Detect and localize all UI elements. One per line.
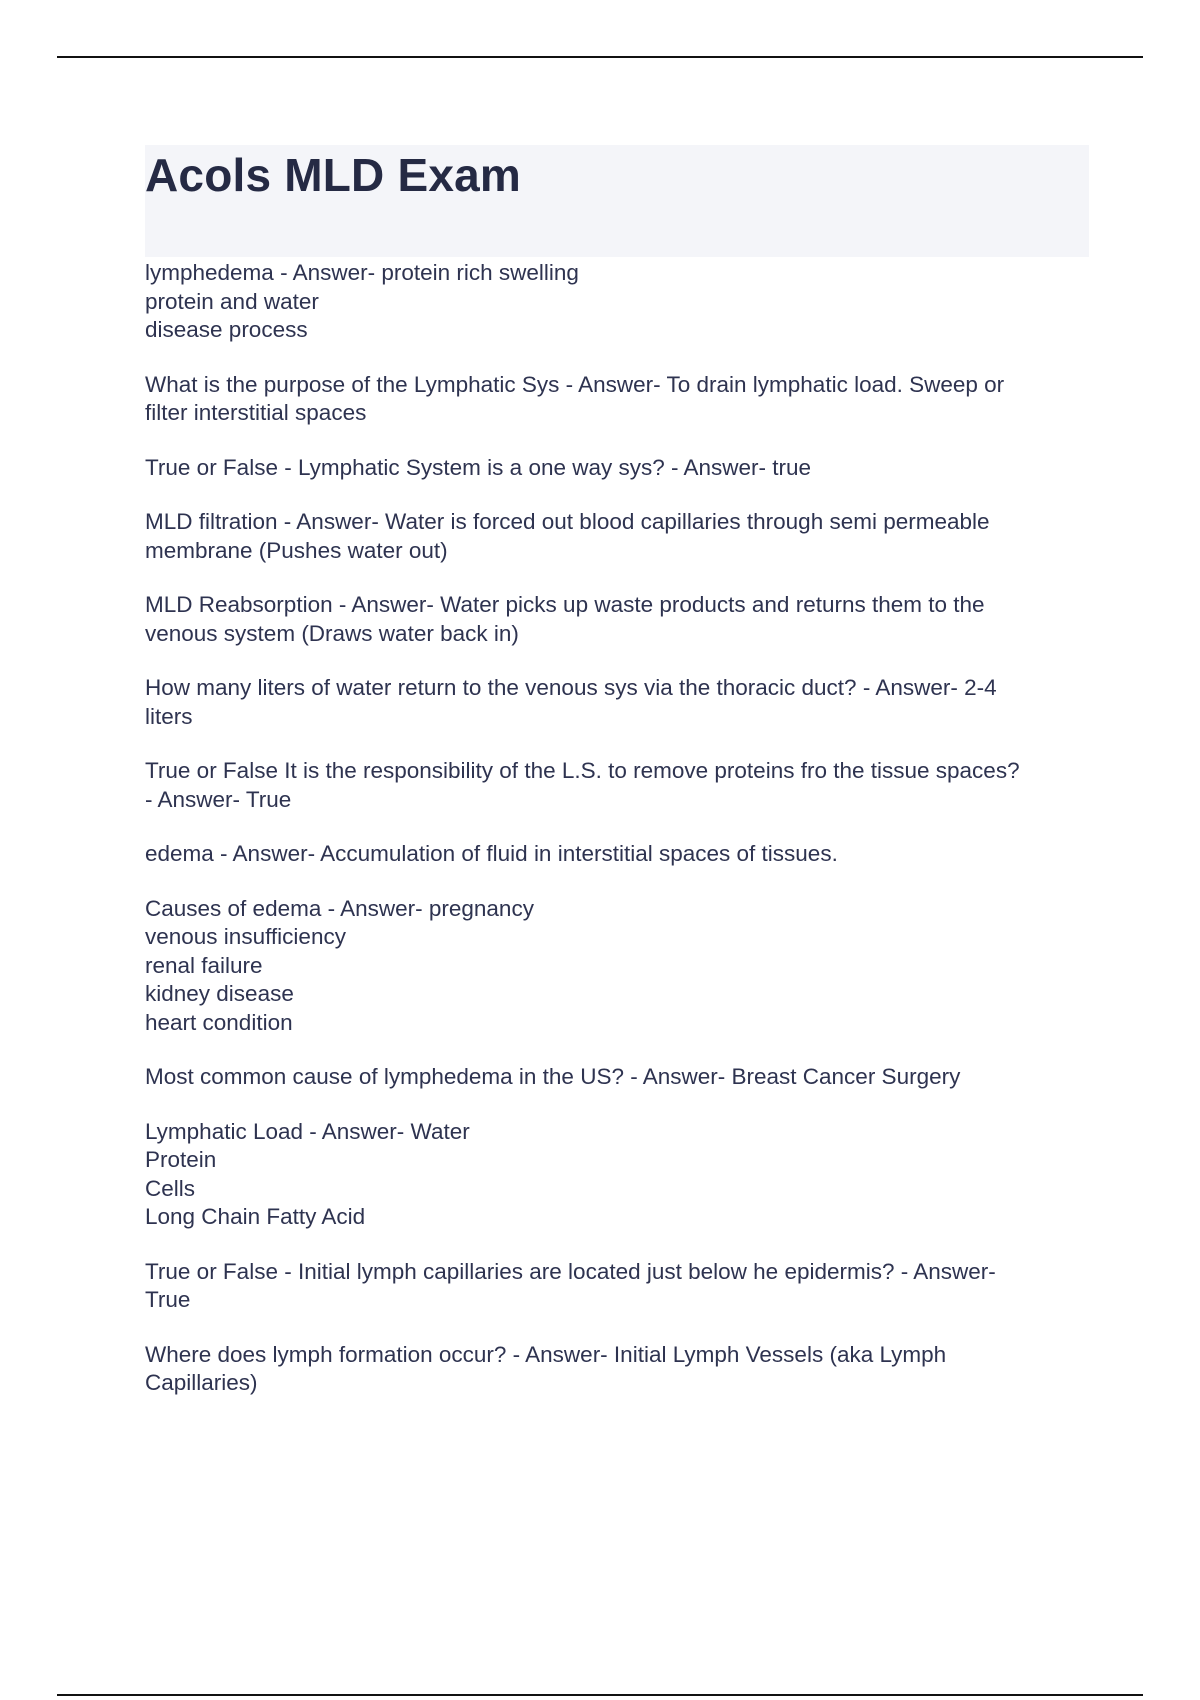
entry-line: venous insufficiency	[145, 924, 346, 949]
entry-line: What is the purpose of the Lymphatic Sys - Answer- To drain lymphatic load. Sweep or	[145, 371, 1005, 397]
entry-line: How many liters of water return to the venous sys via the thoracic duct? - Answer- 2-4	[145, 675, 997, 700]
qa-entry	[145, 840, 1089, 869]
title-band	[145, 145, 1089, 257]
qa-entry	[145, 1341, 1089, 1398]
entry-line: kidney disease	[145, 981, 294, 1006]
entry-line: MLD Reabsorption - Answer- Water picks up waste products and returns them to the	[145, 592, 985, 617]
qa-entry	[145, 757, 1089, 814]
entry-line: liters	[145, 703, 193, 729]
entry-line: MLD filtration - Answer- Water is forced out blood capillaries through semi permeable	[145, 509, 990, 534]
entry-line: Long Chain Fatty Acid	[145, 1204, 366, 1229]
entry-line: lymphedema - Answer- protein rich swelling	[145, 260, 579, 285]
qa-entry	[145, 259, 1089, 345]
qa-entry	[145, 1063, 1089, 1092]
qa-entry	[145, 508, 1089, 565]
entry-line: disease process	[145, 317, 308, 342]
entry-line: Protein	[145, 1147, 217, 1172]
qa-entry	[145, 371, 1089, 428]
qa-list	[145, 259, 1089, 1398]
entry-line: heart condition	[145, 1009, 293, 1035]
footer-rule	[57, 1694, 1143, 1696]
entry-line: protein and water	[145, 288, 319, 314]
entry-line: - Answer- True	[145, 786, 292, 812]
entry-line: True or False - Initial lymph capillaries are located just below he epidermis? - Answer-	[145, 1258, 996, 1284]
page-title: Acols MLD Exam	[145, 149, 522, 201]
entry-line: Where does lymph formation occur? - Answer- Initial Lymph Vessels (aka Lymph	[145, 1341, 947, 1367]
entry-line: filter interstitial spaces	[145, 400, 367, 425]
entry-line: Most common cause of lymphedema in the US? - Answer- Breast Cancer Surgery	[145, 1064, 961, 1089]
entry-line: edema - Answer- Accumulation of fluid in interstitial spaces of tissues.	[145, 841, 838, 866]
qa-entry	[145, 1118, 1089, 1232]
entry-line: True	[145, 1287, 191, 1312]
entry-line: membrane (Pushes water out)	[145, 537, 448, 563]
entry-line: venous system (Draws water back in)	[145, 620, 519, 646]
entry-line: Lymphatic Load - Answer- Water	[145, 1118, 470, 1144]
entry-line: True or False It is the responsibility of the L.S. to remove proteins fro the tissue spaces?	[145, 758, 1020, 783]
qa-entry	[145, 674, 1089, 731]
entry-line: Cells	[145, 1175, 196, 1201]
entry-line: True or False - Lymphatic System is a one way sys? - Answer- true	[145, 454, 812, 480]
entry-line: renal failure	[145, 952, 263, 978]
document-body	[145, 145, 1089, 1424]
header-rule	[57, 56, 1143, 58]
qa-entry	[145, 454, 1089, 483]
qa-entry	[145, 895, 1089, 1038]
qa-entry	[145, 1258, 1089, 1315]
entry-line: Causes of edema - Answer- pregnancy	[145, 895, 534, 921]
entry-line: Capillaries)	[145, 1370, 258, 1395]
qa-entry	[145, 591, 1089, 648]
